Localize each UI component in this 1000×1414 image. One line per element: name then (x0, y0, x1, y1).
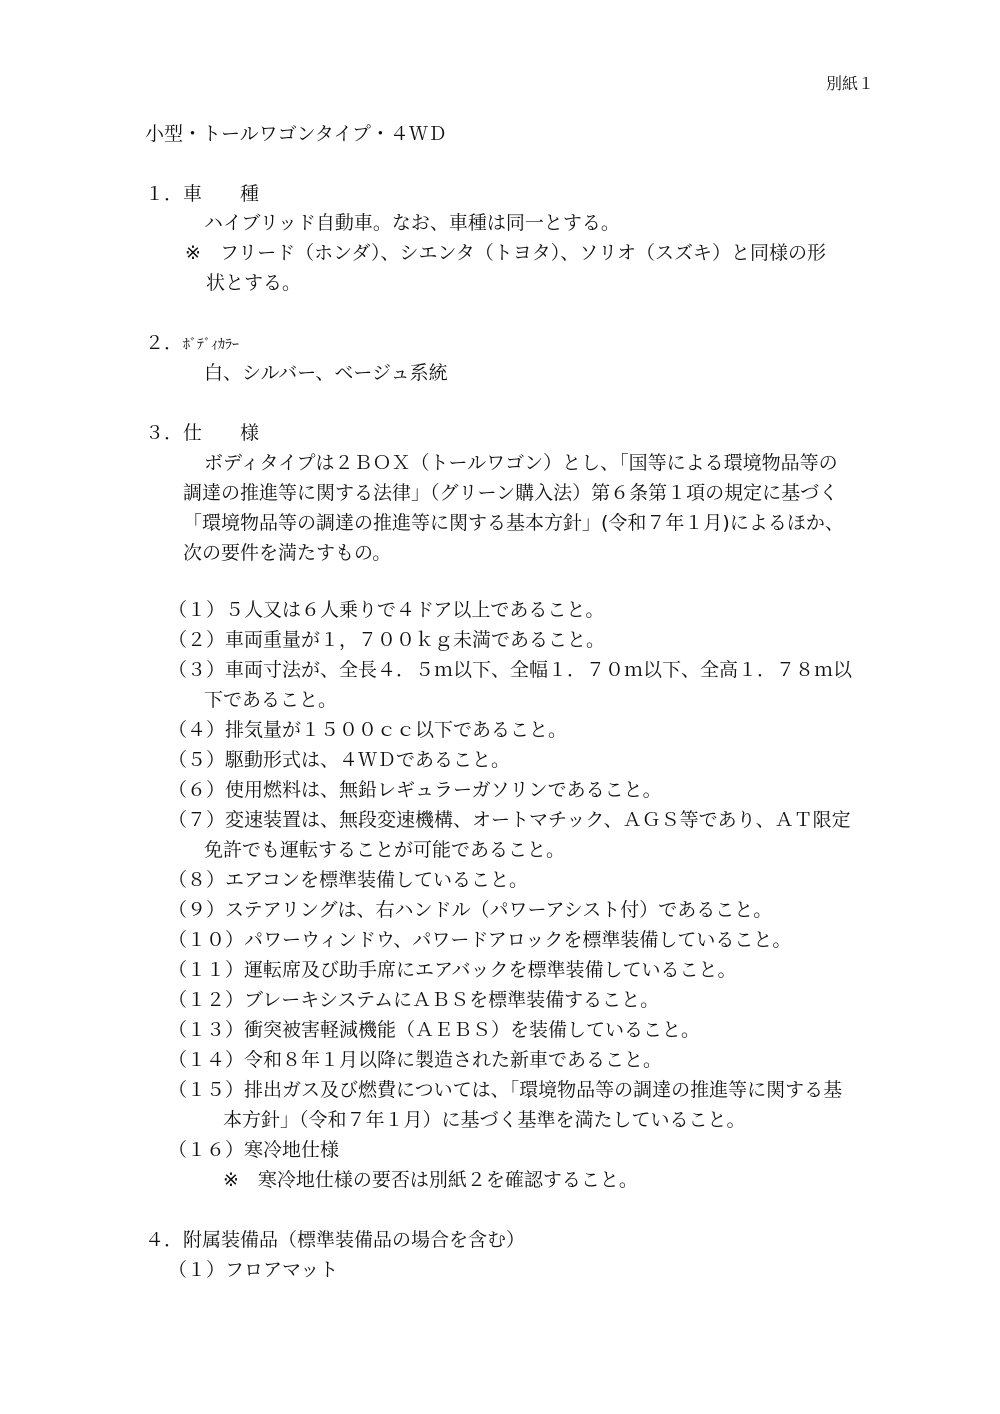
spec-item: （３）車両寸法が、全長４．５ｍ以下、全幅１．７０ｍ以下、全高１．７８ｍ以 (168, 659, 853, 681)
spec-item: （１３）衝突被害軽減機能（ＡＥＢＳ）を装備していること。 (168, 1019, 701, 1041)
section-2-heading (145, 331, 239, 357)
section-3-paragraph-line-1: ボディタイプは２ＢＯＸ（トールワゴン）とし、「国等による環境物品等の (204, 452, 838, 474)
spec-item-continuation: 本方針」（令和７年１月）に基づく基準を満たしていること。 (223, 1109, 746, 1131)
page-title: 小型・トールワゴンタイプ・４ＷＤ (145, 123, 447, 145)
spec-item: （１５）排出ガス及び燃費については、「環境物品等の調達の推進等に関する基 (168, 1079, 843, 1101)
section-3-paragraph-line-4: 次の要件を満たすもの。 (183, 542, 392, 564)
section-3-paragraph-line-3: 「環境物品等の調達の推進等に関する基本方針」(令和７年１月)によるほか、 (183, 512, 844, 534)
spec-item: （２）車両重量が１，７００ｋｇ未満であること。 (168, 629, 606, 651)
section-3-heading: ３．仕 様 (145, 422, 260, 444)
spec-item-note: ※ 寒冷地仕様の要否は別紙２を確認すること。 (223, 1169, 638, 1191)
spec-item: （８）エアコンを標準装備していること。 (168, 869, 529, 891)
spec-item: （６）使用燃料は、無鉛レギュラーガソリンであること。 (168, 779, 662, 801)
spec-item: （９）ステアリングは、右ハンドル（パワーアシスト付）であること。 (168, 899, 773, 921)
section-3-paragraph-line-2: 調達の推進等に関する法律」（グリーン購入法）第６条第１項の規定に基づく (183, 482, 839, 504)
spec-item: （１６）寒冷地仕様 (168, 1139, 340, 1161)
section-2-text: 白、シルバー、ベージュ系統 (204, 362, 448, 384)
spec-item: （１０）パワーウィンドウ、パワードアロックを標準装備していること。 (168, 929, 792, 951)
spec-item: （１）５人又は６人乗りで４ドア以上であること。 (168, 599, 605, 621)
section-4-heading: ４．附属装備品（標準装備品の場合を含む） (145, 1229, 526, 1251)
attachment-label: 別紙１ (826, 74, 875, 93)
section-2-heading-number: ２． (145, 332, 184, 354)
section-1-heading: １．車 種 (145, 183, 260, 205)
spec-item-continuation: 免許でも運転することが可能であること。 (204, 839, 566, 861)
section-1-note-line-1: ※ フリード（ホンダ）、シエンタ（トヨタ）、ソリオ（スズキ）と同様の形 (185, 242, 827, 264)
spec-item: （４）排気量が１５００ｃｃ以下であること。 (168, 719, 568, 741)
spec-item: （７）変速装置は、無段変速機構、オートマチック、ＡＧＳ等であり、ＡＴ限定 (168, 809, 851, 831)
spec-item-continuation: 下であること。 (204, 689, 338, 711)
spec-item: （１４）令和８年１月以降に製造された新車であること。 (168, 1049, 663, 1071)
section-1-text: ハイブリッド自動車。なお、車種は同一とする。 (204, 212, 620, 234)
section-2-heading-label: ﾎﾞﾃﾞｨｶﾗｰ (183, 337, 240, 353)
spec-item: （１２）ブレーキシステムにＡＢＳを標準装備すること。 (168, 989, 660, 1011)
spec-item: （１１）運転席及び助手席にエアバックを標準装備していること。 (168, 959, 737, 981)
accessory-item: （１）フロアマット (168, 1259, 339, 1281)
section-1-note-line-2: 状とする。 (206, 272, 302, 294)
spec-item: （５）駆動形式は、４ＷＤであること。 (168, 749, 511, 771)
